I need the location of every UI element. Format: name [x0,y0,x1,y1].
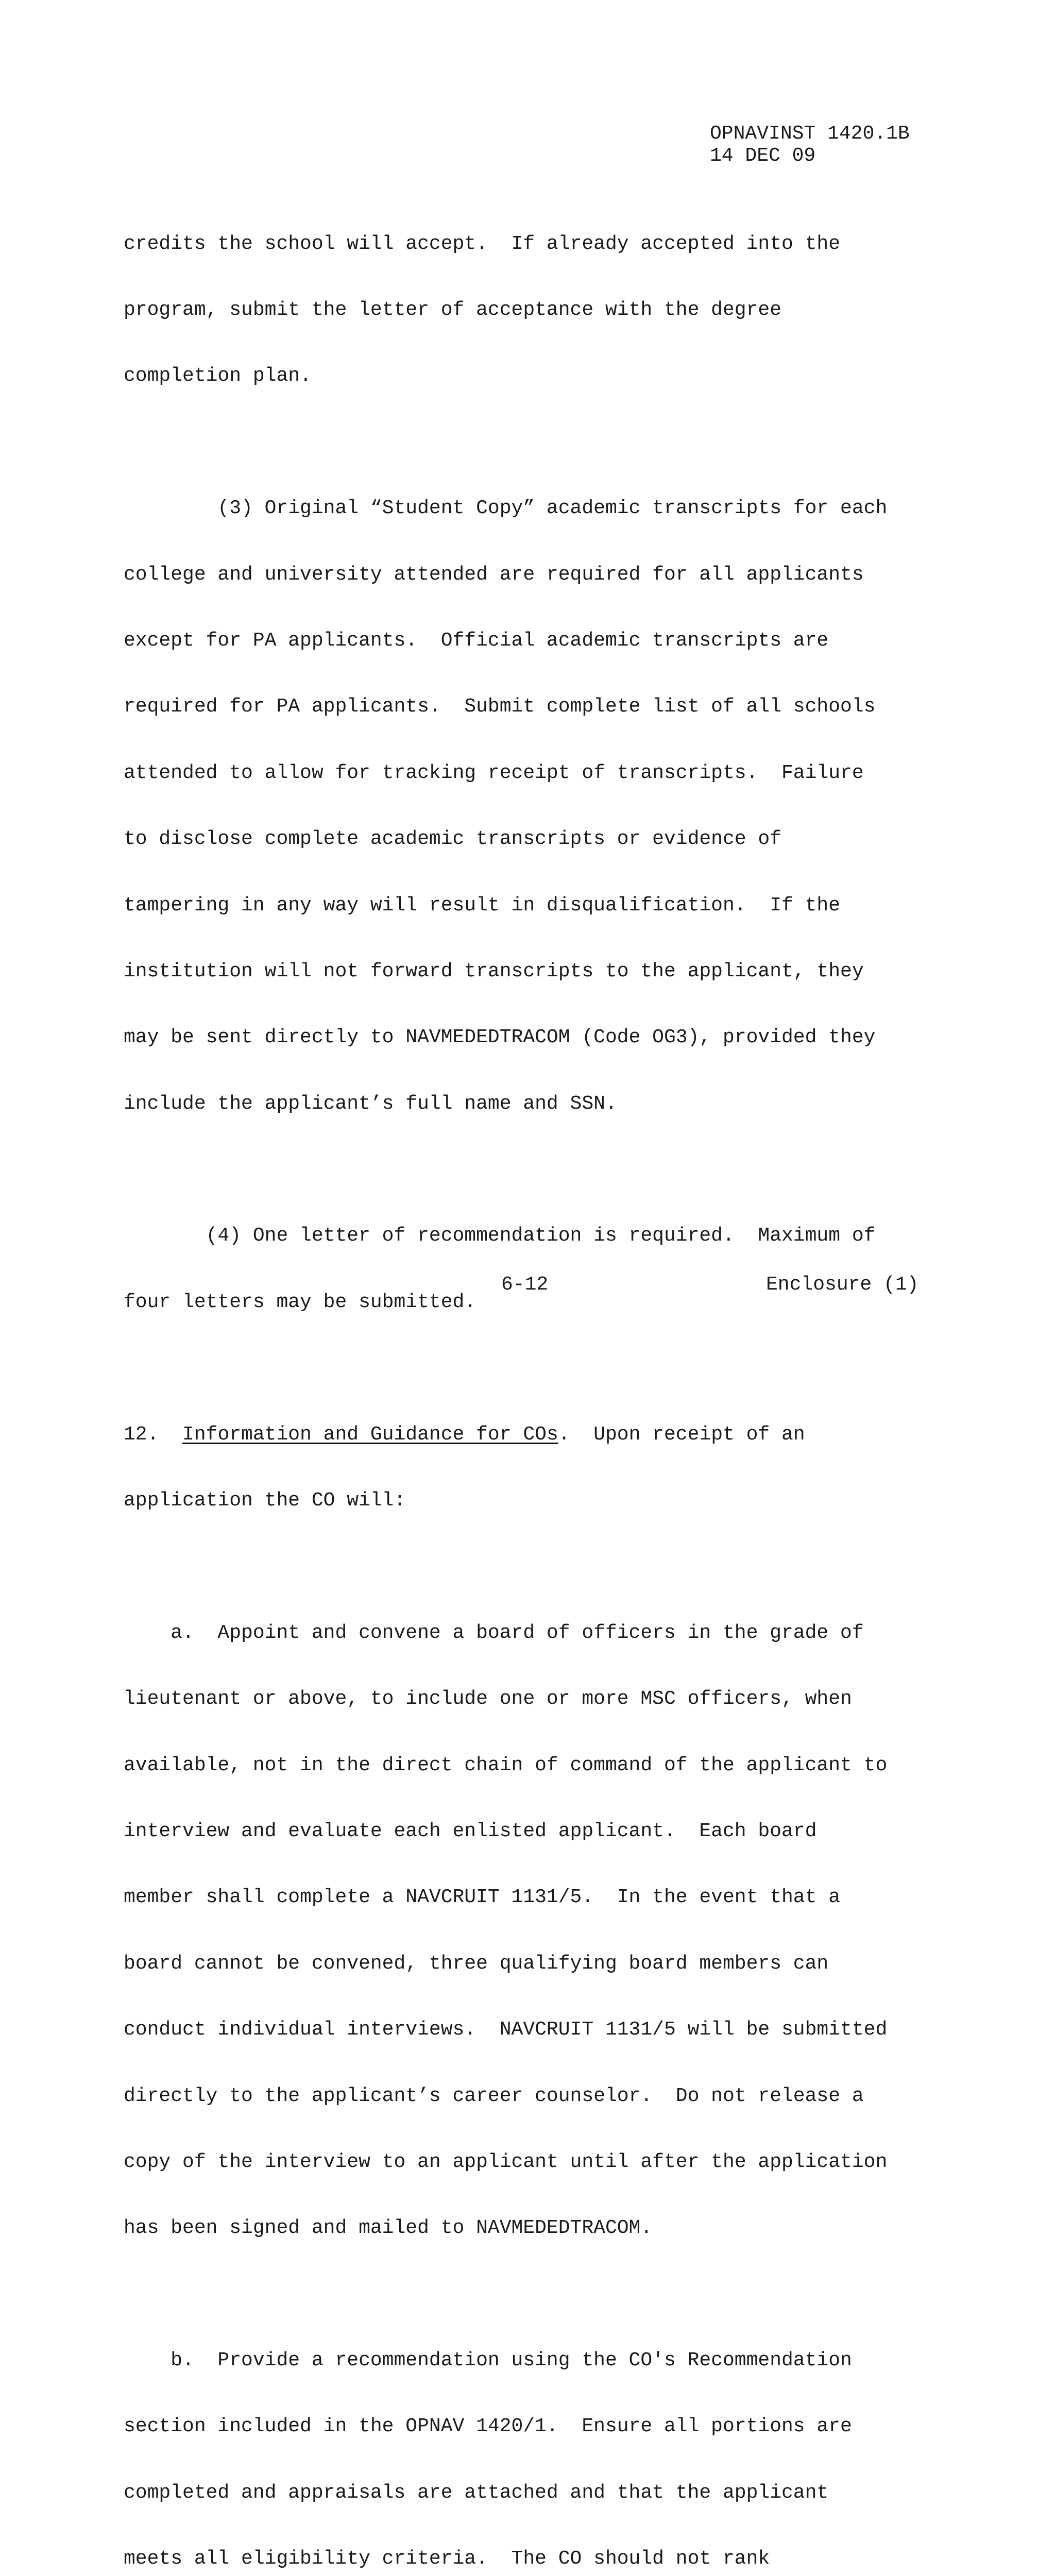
text-line: completion plan. [124,365,887,387]
text-line: institution will not forward transcripts to the applicant, they [124,961,887,983]
section-12-heading [124,1380,887,1556]
text-line: directly to the applicant’s career counselor. Do not release a [124,2086,887,2108]
section-number: 12. [124,1423,182,1446]
text-line [124,1424,887,1446]
text-line: copy of the interview to an applicant until after the application [124,2151,887,2174]
paragraph-12a [124,1578,887,2284]
paragraph-degree-plan-continued [124,189,887,432]
text-line: to disclose complete academic transcripts or evidence of [124,828,887,851]
text-line: board cannot be convened, three qualifying board members can [124,1953,887,1975]
text-line: attended to allow for tracking receipt of transcripts. Failure [124,762,887,785]
document-id: OPNAVINST 1420.1B [710,123,910,145]
text-line: credits the school will accept. If already accepted into the [124,233,887,256]
text-line: meets all eligibility criteria. The CO should not rank [124,2548,887,2570]
page-number: 6-12 [501,1274,548,1296]
text-line: a. Appoint and convene a board of officers in the grade of [124,1622,887,1645]
text-line: (4) One letter of recommendation is required. Maximum of [124,1225,887,1247]
text-line: completed and appraisals are attached and that the applicant [124,2482,887,2504]
document-header [710,123,910,167]
document-date: 14 DEC 09 [710,145,910,167]
text-line: include the applicant’s full name and SSN. [124,1093,887,1115]
text-line: conduct individual interviews. NAVCRUIT 1131/5 will be submitted [124,2019,887,2041]
section-title: Information and Guidance for COs [182,1423,558,1446]
text-line: (3) Original “Student Copy” academic transcripts for each [124,498,887,520]
text-line: college and university attended are required for all applicants [124,564,887,586]
text-line: interview and evaluate each enlisted applicant. Each board [124,1821,887,1843]
text-line: except for PA applicants. Official academic transcripts are [124,630,887,652]
text-line: b. Provide a recommendation using the CO's Recommendation [124,2350,887,2372]
text-line: member shall complete a NAVCRUIT 1131/5. In the event that a [124,1887,887,1909]
enclosure-label: Enclosure (1) [766,1274,918,1296]
document-body [124,189,887,2576]
text-line: application the CO will: [124,1490,887,1512]
paragraph-recommendation-letters [124,1181,887,1358]
text-line: lieutenant or above, to include one or more MSC officers, when [124,1688,887,1710]
text-line: available, not in the direct chain of command of the applicant to [124,1755,887,1777]
section-title-rest: . Upon receipt of an [558,1423,805,1446]
text-line: program, submit the letter of acceptance with the degree [124,299,887,321]
text-line: section included in the OPNAV 1420/1. Ensure all portions are [124,2416,887,2438]
paragraph-transcripts [124,454,887,1160]
text-line: four letters may be submitted. [124,1292,887,1314]
text-line: may be sent directly to NAVMEDEDTRACOM (Code OG3), provided they [124,1027,887,1049]
text-line: required for PA applicants. Submit complete list of all schools [124,696,887,718]
text-line: tampering in any way will result in disqualification. If the [124,895,887,917]
text-line: has been signed and mailed to NAVMEDEDTRACOM. [124,2217,887,2240]
paragraph-12b [124,2306,887,2576]
